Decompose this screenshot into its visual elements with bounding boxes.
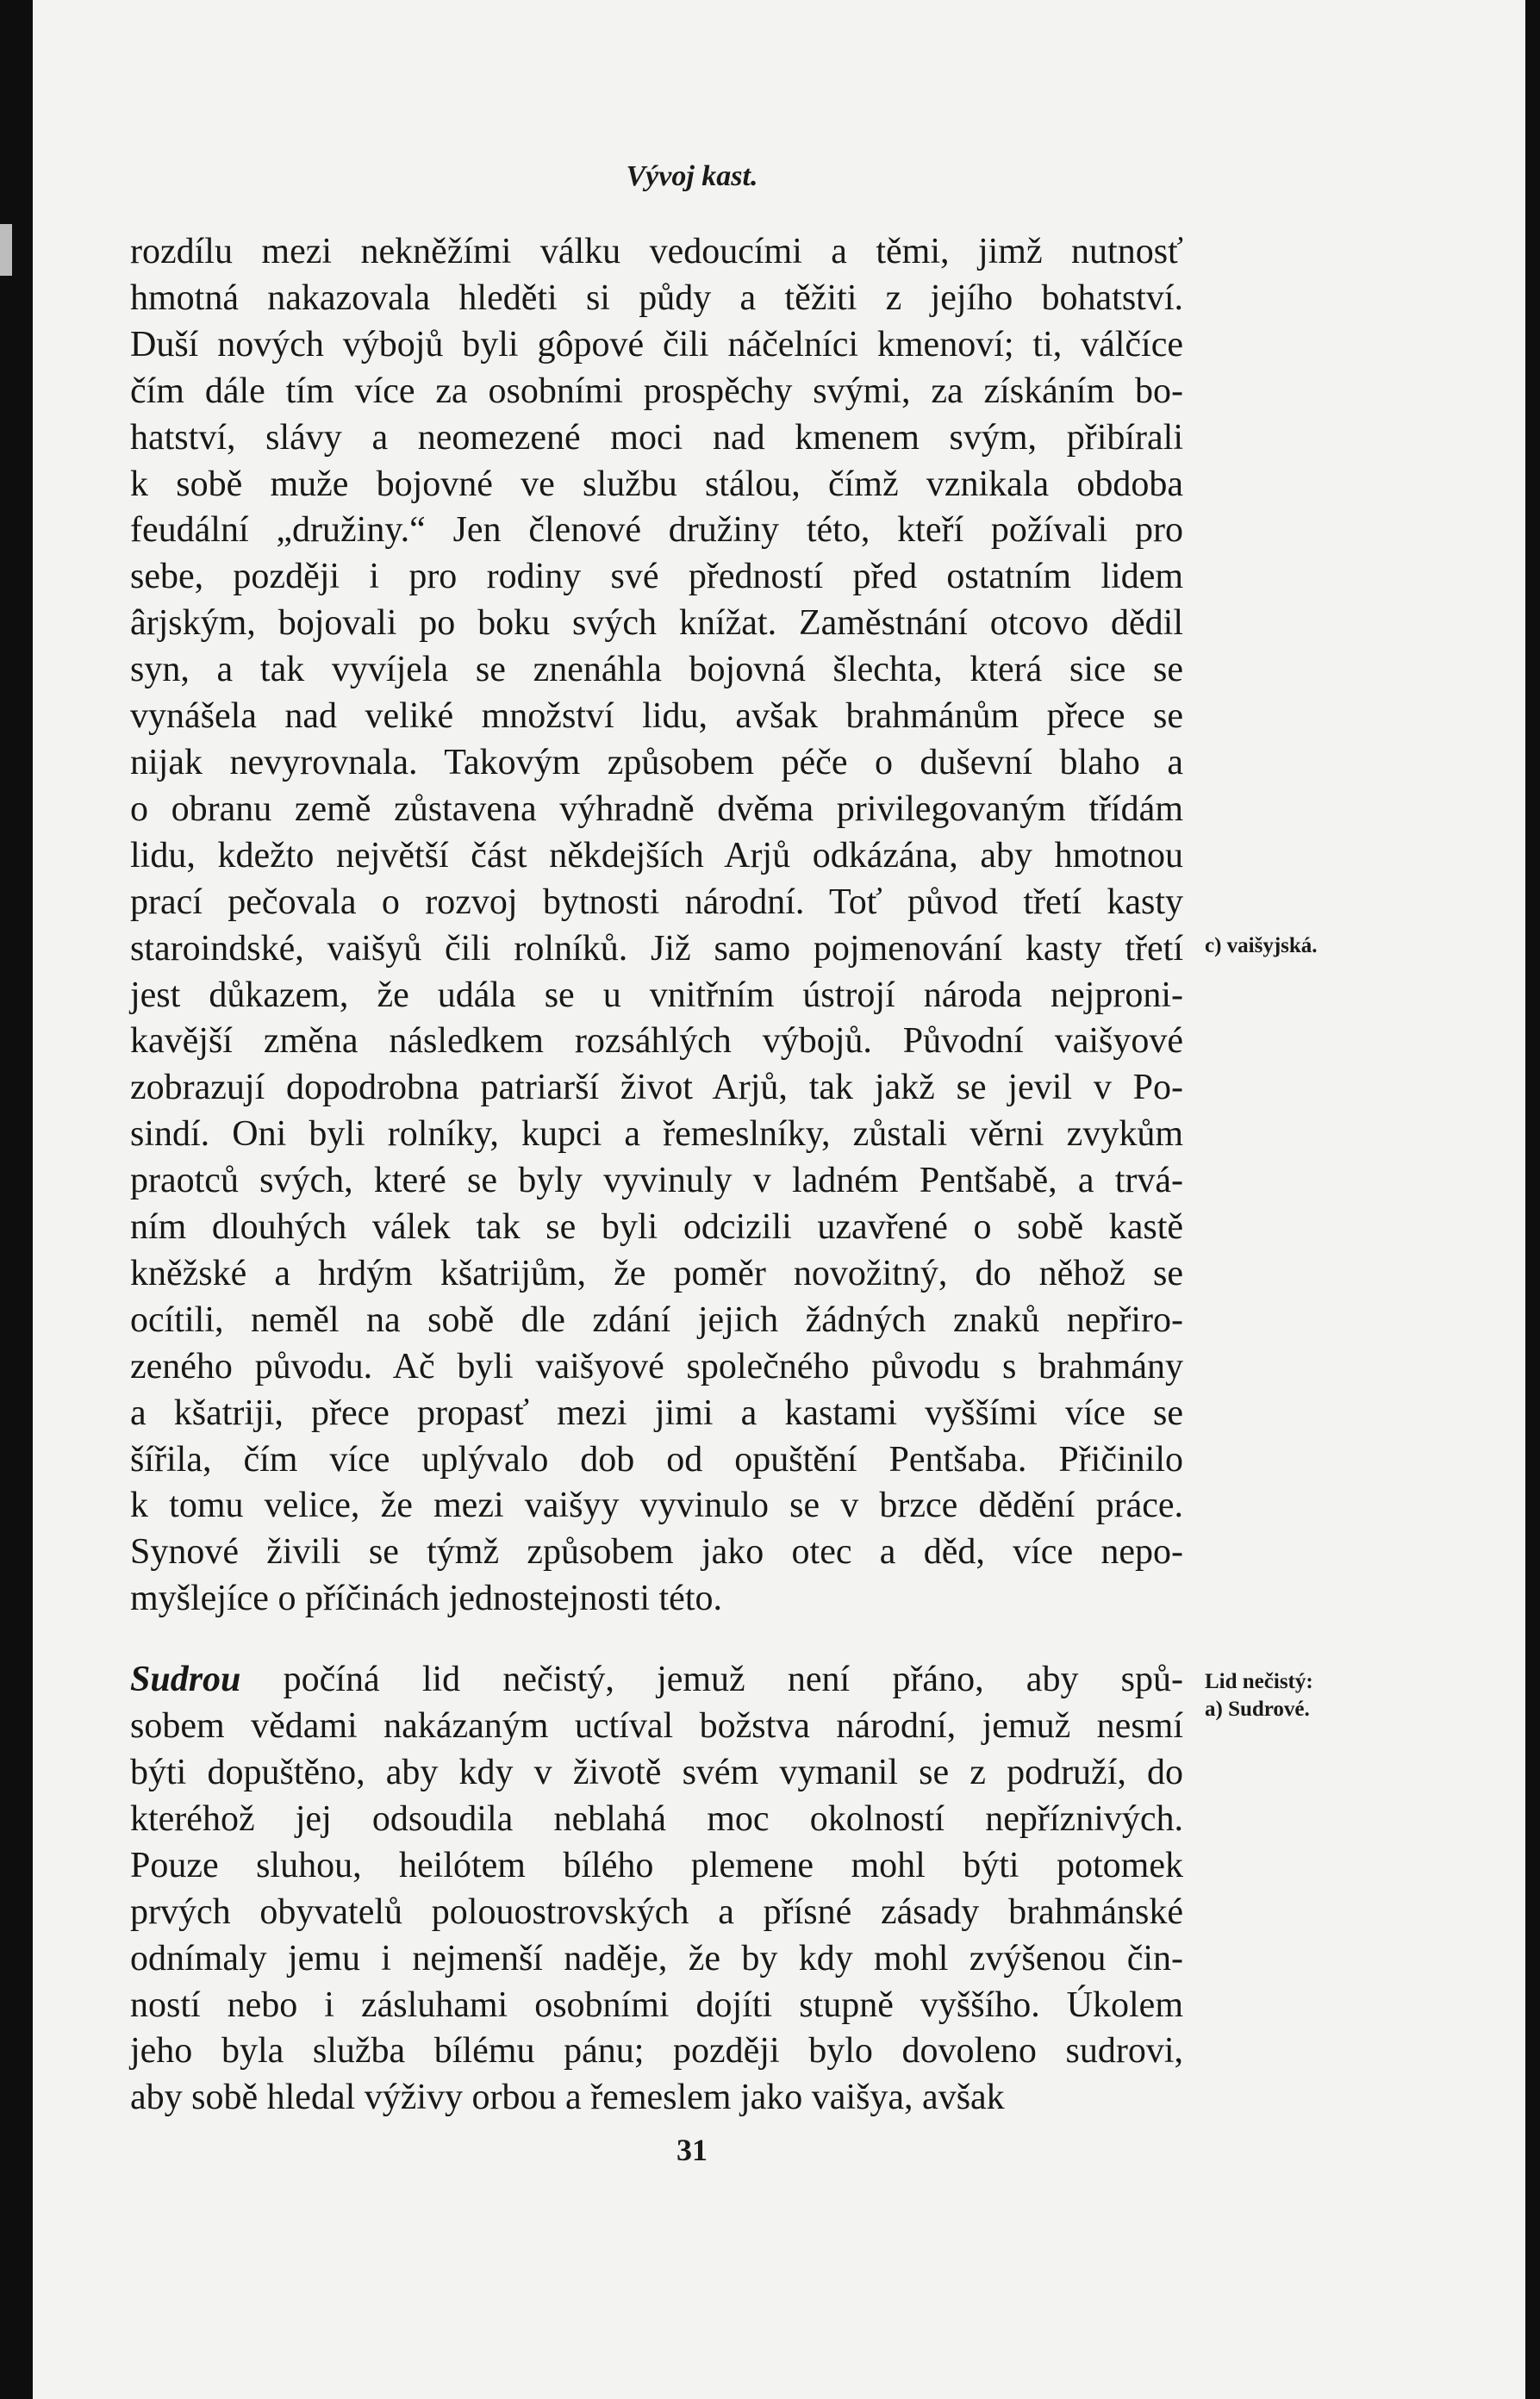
running-head: Vývoj kast. [626, 160, 758, 192]
text-line: jest důkazem, že udála se u vnitřním ústrojí národa nejproni- [130, 975, 1183, 1015]
text-line: sebe, později i pro rodiny své předností před ostatním lidem [130, 557, 1183, 597]
text-line: myšlejíce o příčinách jednostejnosti této. [130, 1579, 722, 1619]
text-line: zeného původu. Ač byli vaišyové společného původu s brahmány [130, 1346, 1183, 1386]
text-line: kteréhož jej odsoudila neblahá moc okolností nepříznivých. [130, 1798, 1183, 1839]
text-line: Pouze sluhou, heilótem bílého plemene mohl býti potomek [130, 1845, 1183, 1885]
page-number: 31 [676, 2133, 708, 2167]
text-column [130, 229, 1183, 2122]
text-line: Duší nových výbojů byli gôpové čili náčelníci kmenoví; ti, válčíce [130, 324, 1183, 365]
text-line: prvých obyvatelů polouostrovských a přísné zásady brahmánské [130, 1891, 1183, 1932]
text-line: zobrazují dopodrobna patriarší život Arjů, tak jakž se jevil v Po- [130, 1068, 1183, 1108]
text-line: ârjským, bojovali po boku svých knížat. Zaměstnání otcovo dědil [130, 603, 1183, 644]
text-line: k sobě muže bojovné ve službu stálou, čímž vznikala obdoba [130, 464, 1183, 504]
paragraph-lead-word: Sudrou [130, 1660, 241, 1700]
text-line: hmotná nakazovala hleděti si půdy a těžiti z jejího bohatství. [130, 277, 1183, 318]
text-line: praotců svých, které se byly vyvinuly v ladném Pentšabě, a trvá- [130, 1161, 1183, 1201]
text-line: ností nebo i zásluhami osobními dojíti stupně vyššího. Úkolem [130, 1985, 1183, 2025]
text-line: o obranu země zůstavena výhradně dvěma privilegovaným třídám [130, 788, 1183, 829]
text-line: jeho byla služba bílému pánu; později bylo dovoleno sudrovi, [130, 2031, 1183, 2072]
text-line: nijak nevyrovnala. Takovým způsobem péče o duševní blaho a [130, 742, 1183, 782]
text-line: ním dlouhých válek tak se byli odcizili uzavřené o sobě kastě [130, 1207, 1183, 1248]
text-line: odnímaly jemu i nejmenší naděje, že by kdy mohl zvýšenou čin- [130, 1938, 1183, 1978]
text-line: šířila, čím více uplývalo dob od opuštění Pentšaba. Přičinilo [130, 1439, 1183, 1480]
text-line: ocítili, neměl na sobě dle zdání jejich žádných znaků nepřiro- [130, 1299, 1183, 1340]
text-line: lidu, kdežto největší část někdejších Arjů odkázána, aby hmotnou [130, 835, 1183, 875]
text-line: sindí. Oni byli rolníky, kupci a řemeslníky, zůstali věrni zvykům [130, 1114, 1183, 1155]
paragraph-first-line-rest: počíná lid nečistý, jemuž není přáno, aby spů- [240, 1660, 1183, 1700]
text-line: feudální „družiny.“ Jen členové družiny této, kteří požívali pro [130, 510, 1183, 551]
text-line: staroindské, vaišyů čili rolníků. Již samo pojmenování kasty třetí [130, 928, 1183, 969]
paragraph-2 [130, 1657, 1183, 2122]
text-line: prací pečovala o rozvoj bytnosti národní. Toť původ třetí kasty [130, 882, 1183, 922]
text-line: a kšatriji, přece propasť mezi jimi a kastami vyššími více se [130, 1393, 1183, 1433]
text-line [130, 1657, 1183, 1704]
margin-note-sudra-line1: Lid nečistý: [1205, 1670, 1313, 1693]
text-line: Synové živili se týmž způsobem jako otec a děd, více nepo- [130, 1532, 1183, 1573]
book-page [33, 0, 1525, 2399]
paragraph-1 [130, 229, 1183, 1623]
text-line: hatství, slávy a neomezené moci nad kmenem svým, přibírali [130, 417, 1183, 458]
text-line: vynášela nad veliké množství lidu, avšak brahmánům přece se [130, 696, 1183, 737]
margin-note-sudra [1205, 1668, 1313, 1723]
text-line: k tomu velice, že mezi vaišyy vyvinulo se v brzce dědění práce. [130, 1486, 1183, 1526]
text-line: kněžské a hrdým kšatrijům, že poměr novožitný, do něhož se [130, 1253, 1183, 1293]
text-line: syn, a tak vyvíjela se znenáhla bojovná šlechta, která sice se [130, 650, 1183, 690]
margin-note-vaisya: c) vaišyjská. [1205, 934, 1318, 957]
page-edge-mark [0, 224, 12, 276]
text-line: aby sobě hledal výživy orbou a řemeslem jako vaišya, avšak [130, 2078, 1005, 2118]
text-line: rozdílu mezi nekněžími válku vedoucími a těmi, jimž nutnosť [130, 232, 1183, 271]
text-line: kavější změna následkem rozsáhlých výbojů. Původní vaišyové [130, 1021, 1183, 1062]
text-line: čím dále tím více za osobními prospěchy svými, za získáním bo- [130, 371, 1183, 411]
text-line: býti dopuštěno, aby kdy v životě svém vymanil se z podruží, do [130, 1753, 1183, 1792]
text-line: sobem vědami nakázaným uctíval božstva národní, jemuž nesmí [130, 1706, 1183, 1747]
margin-note-sudra-line2: a) Sudrové. [1205, 1698, 1310, 1721]
